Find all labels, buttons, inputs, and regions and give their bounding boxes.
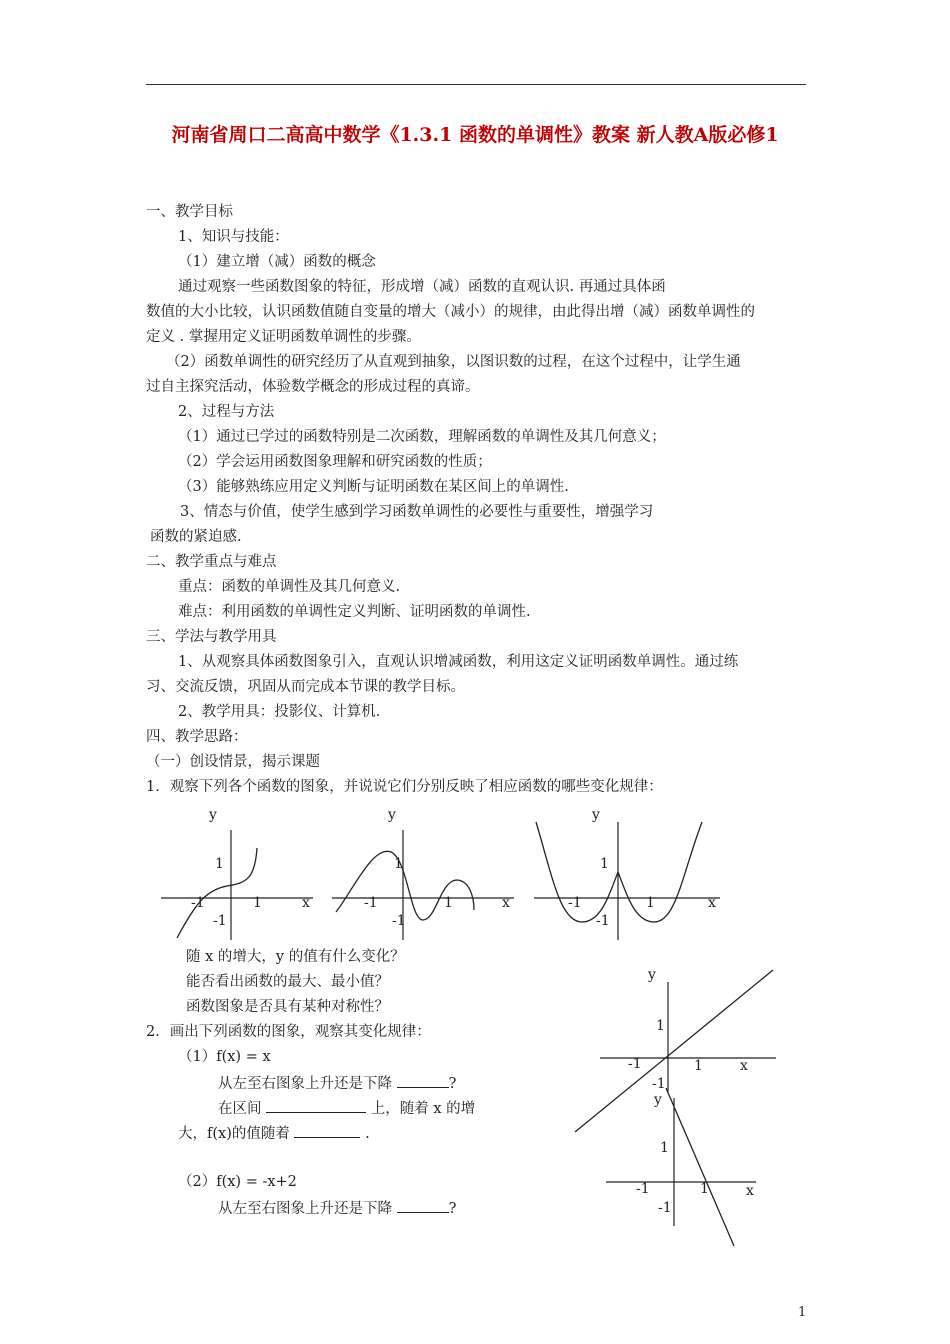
y-axis-label: y: [592, 807, 600, 823]
text-line: 数值的大小比较，认识函数值随自变量的增大（减小）的规律，由此得出增（减）函数单调性的: [146, 304, 755, 320]
text-line: （3）能够熟练应用定义判断与证明函数在某区间上的单调性.: [178, 479, 569, 495]
question-end: ?: [448, 1201, 457, 1217]
tick-label: -1: [568, 895, 582, 911]
tick-label: -1: [658, 1200, 672, 1216]
question-text: 上，随着 x 的增: [370, 1101, 476, 1117]
x-axis-label: x: [708, 895, 716, 911]
tick-label: 1: [215, 856, 224, 872]
text-line: 过自主探究活动，体验数学概念的形成过程的真谛。: [146, 379, 480, 395]
text-line: 3、情态与价值，使学生感到学习函数单调性的必要性与重要性，增强学习: [180, 504, 654, 520]
question-end: .: [365, 1126, 370, 1142]
tick-label: 1: [700, 1181, 709, 1197]
question-2: 能否看出函数的最大、最小值？: [186, 974, 389, 990]
curve: [336, 851, 474, 920]
text-line: 通过观察一些函数图象的特征，形成增（减）函数的直观认识. 再通过具体函: [178, 279, 666, 295]
question-3: 函数图象是否具有某种对称性？: [186, 999, 389, 1015]
fill-line-3: [178, 1123, 370, 1143]
text-line: 1、从观察具体函数图象引入，直观认识增减函数，利用这定义证明函数单调性。通过练: [178, 654, 739, 670]
x-axis-label: x: [746, 1183, 754, 1199]
tick-label: 1: [660, 1140, 669, 1156]
tick-label: -1: [392, 913, 406, 929]
text-line: 定义 . 掌握用定义证明函数单调性的步骤。: [146, 329, 421, 345]
text-line: （一）创设情景，揭示课题: [146, 754, 320, 770]
x-axis-label: x: [302, 895, 310, 911]
graph-cubic: [155, 800, 325, 945]
header-rule: [146, 84, 806, 85]
question-1: 随 x 的增大，y 的值有什么变化？: [186, 949, 405, 965]
question-text: 大，f(x)的值随着: [178, 1126, 290, 1142]
y-axis-label: y: [209, 807, 217, 823]
section-heading-4: 四、教学思路：: [146, 729, 248, 745]
tick-label: 1: [600, 856, 609, 872]
subheading-knowledge: 1、知识与技能：: [178, 229, 289, 245]
section-heading-3: 三、学法与教学用具: [146, 629, 277, 645]
tick-label: -1: [213, 913, 227, 929]
tick-label: -1: [628, 1056, 642, 1072]
tick-label: -1: [364, 895, 378, 911]
tick-label: 1: [646, 895, 655, 911]
tick-label: 1: [394, 856, 403, 872]
part2-heading: 2．画出下列函数的图象，观察其变化规律：: [146, 1024, 431, 1040]
text-line: 1．观察下列各个函数的图象，并说说它们分别反映了相应函数的哪些变化规律：: [146, 779, 663, 795]
x-axis-label: x: [740, 1058, 748, 1074]
page-title: 河南省周口二高高中数学《1.3.1 函数的单调性》教案 新人教A版必修1: [171, 124, 779, 146]
text-line: 习、交流反馈，巩固从而完成本节课的教学目标。: [146, 679, 465, 695]
text-line: （1）通过已学过的函数特别是二次函数，理解函数的单调性及其几何意义；: [178, 429, 666, 445]
subheading-process: 2、过程与方法: [178, 404, 275, 420]
question-text: 从左至右图象上升还是下降: [218, 1201, 392, 1217]
tick-label: 1: [656, 1018, 665, 1034]
tick-label: 1: [444, 895, 453, 911]
text-line: 函数的紧迫感.: [150, 529, 242, 545]
section-heading-2: 二、教学重点与难点: [146, 554, 277, 570]
section-heading-1: 一、教学目标: [146, 204, 233, 220]
function-1: （1）f(x) = x: [178, 1049, 271, 1065]
answer-blank[interactable]: [397, 1198, 449, 1213]
text-line: 重点：函数的单调性及其几何意义.: [178, 579, 401, 595]
text-line: （2）学会运用函数图象理解和研究函数的性质；: [178, 454, 492, 470]
curve: [536, 822, 702, 922]
function-2: （2）f(x) = -x+2: [178, 1174, 297, 1190]
answer-blank[interactable]: [266, 1098, 366, 1113]
tick-label: -1: [636, 1181, 650, 1197]
tick-label: -1: [191, 895, 205, 911]
text-line: 2、教学用具：投影仪、计算机.: [178, 704, 381, 720]
tick-label: 1: [253, 895, 262, 911]
question-text: 在区间: [218, 1101, 262, 1117]
tick-label: 1: [694, 1058, 703, 1074]
x-axis-label: x: [502, 895, 510, 911]
text-line: （1）建立增（减）函数的概念: [178, 254, 376, 270]
fill-line-4: [218, 1198, 456, 1218]
y-axis-label: y: [654, 1092, 662, 1108]
fill-line-2: [218, 1098, 475, 1118]
tick-label: -1: [596, 913, 610, 929]
text-line: （2）函数单调性的研究经历了从直观到抽象，以图识数的过程，在这个过程中，让学生通: [166, 354, 741, 370]
y-axis-label: y: [648, 967, 656, 983]
answer-blank[interactable]: [397, 1073, 449, 1088]
answer-blank[interactable]: [294, 1123, 360, 1138]
page-number: 1: [798, 1305, 807, 1320]
line-negative: [666, 1088, 734, 1246]
graph-wave: [328, 800, 520, 945]
graph-w-shape: [530, 800, 730, 945]
graph-negative-slope: [600, 1086, 770, 1248]
fill-line-1: [218, 1073, 456, 1093]
text-line: 难点：利用函数的单调性定义判断、证明函数的单调性.: [178, 604, 531, 620]
tick-label: -1: [652, 1076, 666, 1092]
question-end: ?: [448, 1076, 457, 1092]
y-axis-label: y: [388, 807, 396, 823]
question-text: 从左至右图象上升还是下降: [218, 1076, 392, 1092]
